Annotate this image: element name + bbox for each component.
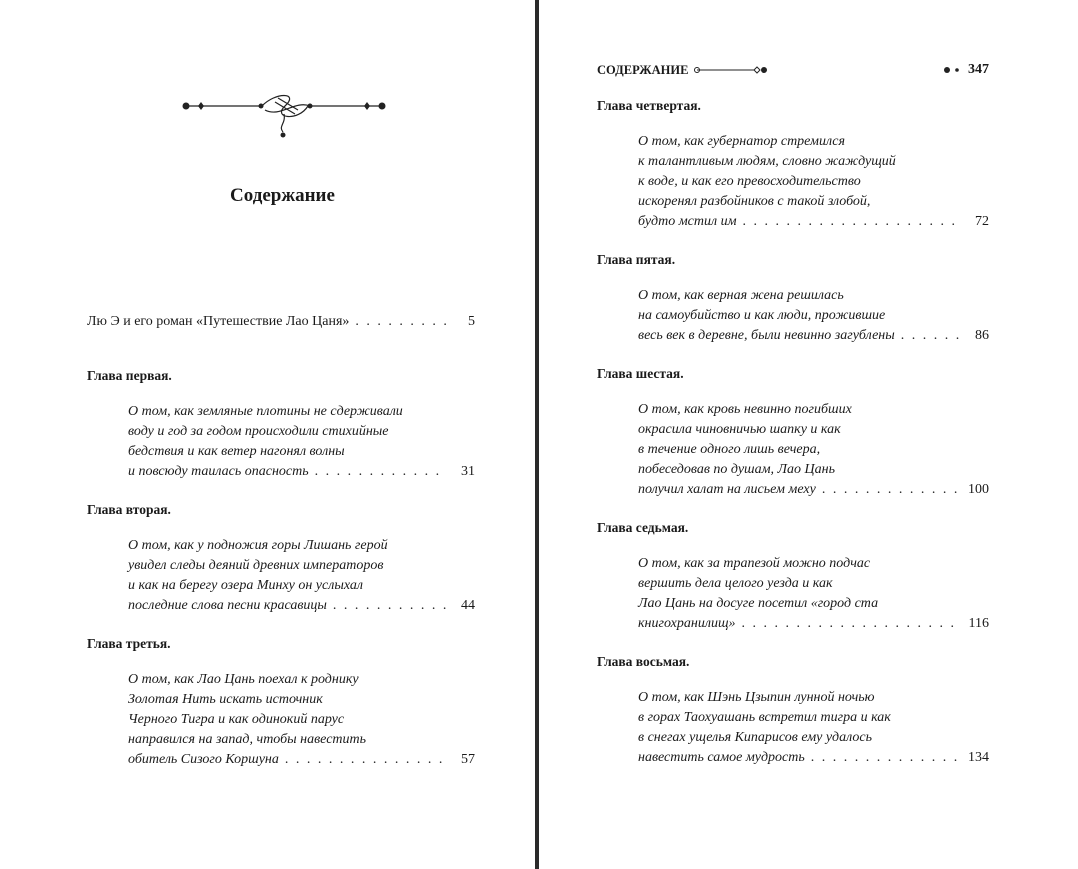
toc-intro-entry [87,314,475,330]
dot-leader [742,614,961,634]
chapter-summary-last-line [128,462,475,482]
right-page [539,0,1078,869]
page-ref: 116 [968,616,989,631]
summary-text: и повсюду таилась опасность [128,464,309,479]
chapter-heading: Глава пятая. [597,252,676,267]
ornament-line-icon [694,65,769,75]
chapter-heading: Глава восьмая. [597,654,690,669]
chapter-summary-line: в снегах ущелья Кипарисов ему удалось [638,730,872,745]
chapter-summary-line: в течение одного лишь вечера, [638,442,821,457]
dot-leader [355,314,447,330]
page-ref: 72 [975,214,989,229]
left-page [0,0,535,869]
summary-text: весь век в деревне, были невинно загублены [638,328,895,343]
chapter-summary-last-line [128,750,475,770]
chapter-heading: Глава первая. [87,368,172,383]
page-ref: 100 [968,482,989,497]
dot-leader [901,326,961,346]
summary-text: книгохранилищ» [638,616,736,631]
chapter-heading: Глава вторая. [87,502,171,517]
chapter-summary-last-line [638,212,989,232]
chapter-summary-line: побеседовав по душам, Лао Цань [638,462,835,477]
chapter-summary-last-line [128,596,475,616]
page-ref: 5 [468,314,475,329]
toc-chapter [597,98,989,232]
chapter-heading: Глава шестая. [597,366,684,381]
chapter-summary-line: к воде, и как его превосходительство [638,174,861,189]
chapter-summary-last-line [638,326,989,346]
chapter-summary-line: О том, как Шэнь Цзыпин лунной ночью [638,690,875,705]
ornament-small-icon [942,65,964,75]
chapter-summary-line: направился на запад, чтобы навестить [128,732,366,747]
chapter-summary-line: на самоубийство и как люди, прожившие [638,308,886,323]
dot-leader [811,748,961,768]
chapter-summary-line: бедствия и как ветер нагонял волны [128,444,345,459]
chapter-summary-line: Лао Цань на досуге посетил «город ста [638,596,879,611]
chapter-heading: Глава седьмая. [597,520,689,535]
chapter-summary-line: О том, как у подножия горы Лишань герой [128,538,388,553]
page-ref: 57 [461,752,475,767]
running-head-text: СОДЕРЖАНИЕ [597,62,689,77]
page-title: Содержание [230,185,335,206]
toc-chapter [597,520,989,634]
chapter-summary-line: О том, как верная жена решилась [638,288,844,303]
dot-leader [285,750,447,770]
chapter-summary-last-line [638,480,989,500]
chapter-summary-line: окрасила чиновничью шапку и как [638,422,841,437]
dot-leader [315,462,447,482]
page-ref: 31 [461,464,475,479]
chapter-summary-line: О том, как кровь невинно погибших [638,402,852,417]
chapter-summary-line: и как на берегу озера Минху он услыхал [128,578,363,593]
summary-text: навестить самое мудрость [638,750,805,765]
chapter-summary-line: вершить дела целого уезда и как [638,576,833,591]
chapter-summary-line: О том, как Лао Цань поехал к роднику [128,672,359,687]
chapter-summary-line: в горах Таохуашань встретил тигра и как [638,710,891,725]
toc-chapter [87,502,475,616]
chapter-summary-last-line [638,748,989,768]
toc-list [87,368,475,790]
summary-text: будто мстил им [638,214,737,229]
chapter-summary-line: воду и год за годом происходили стихийные [128,424,389,439]
chapter-heading: Глава третья. [87,636,171,651]
dot-leader [333,596,447,616]
summary-text: обитель Сизого Коршуна [128,752,279,767]
toc-chapter [597,252,989,346]
chapter-summary-line: Золотая Нить искать источник [128,692,323,707]
summary-text: получил халат на лисьем меху [638,482,816,497]
page-ref: 134 [968,750,989,765]
toc-chapter [87,636,475,770]
summary-text: последние слова песни красавицы [128,598,327,613]
toc-list [597,98,989,788]
toc-chapter [597,366,989,500]
dot-leader [822,480,961,500]
chapter-summary-line: к талантливым людям, словно жаждущий [638,154,896,169]
page-ref: 44 [461,598,475,613]
running-header [597,62,989,78]
page-ref: 86 [975,328,989,343]
chapter-heading: Глава четвертая. [597,98,701,113]
toc-chapter [597,654,989,768]
chapter-summary-line: О том, как губернатор стремился [638,134,845,149]
chapter-summary-line: О том, как за трапезой можно подчас [638,556,871,571]
chapter-summary-line: О том, как земляные плотины не сдерживали [128,404,403,419]
dot-leader [743,212,961,232]
toc-chapter [87,368,475,482]
ornament-flourish-icon [180,92,390,152]
chapter-summary-last-line [638,614,989,634]
page-number: 347 [968,62,989,77]
entry-text: Лю Э и его роман «Путешествие Лао Цаня» [87,314,350,329]
chapter-summary-line: искоренял разбойников с такой злобой, [638,194,871,209]
chapter-summary-line: увидел следы деяний древних императоров [128,558,384,573]
chapter-summary-line: Черного Тигра и как одинокий парус [128,712,345,727]
